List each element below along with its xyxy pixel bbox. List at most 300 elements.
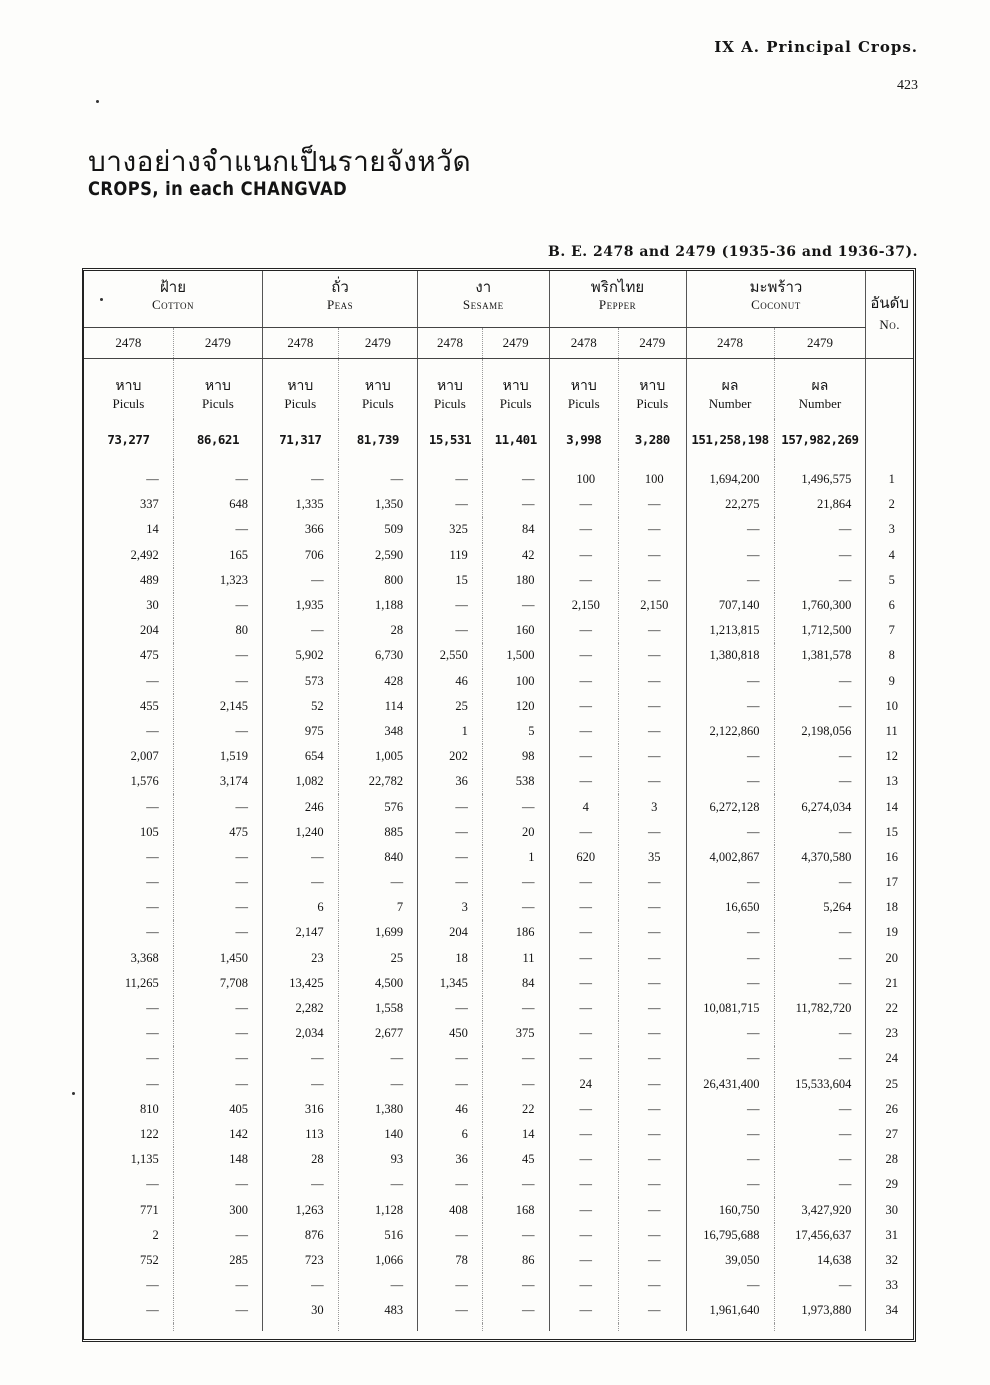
total-cell: 3,280 xyxy=(619,419,687,459)
table-cell: — xyxy=(619,492,687,517)
table-cell: — xyxy=(549,1097,619,1122)
table-cell: — xyxy=(84,996,173,1021)
row-number-cell: 7 xyxy=(888,623,895,638)
page-title-english: CROPS, in each CHANGVAD xyxy=(88,178,348,200)
table-cell: 84 xyxy=(482,971,549,996)
unit-thai: หาบ xyxy=(115,378,142,394)
table-cell: — xyxy=(774,1046,866,1071)
table-cell: — xyxy=(549,618,619,643)
group-header-pepper xyxy=(549,271,686,328)
table-cell: 202 xyxy=(418,744,483,769)
table-cell: — xyxy=(482,996,549,1021)
group-thai-label: งา xyxy=(475,278,492,296)
table-row xyxy=(84,1197,913,1222)
table-cell: 98 xyxy=(482,744,549,769)
table-cell: 300 xyxy=(173,1197,262,1222)
running-head: IX A. Principal Crops. xyxy=(714,38,918,56)
table-cell: — xyxy=(482,467,549,492)
table-cell: 375 xyxy=(482,1021,549,1046)
year-header: 2478 xyxy=(84,328,173,359)
table-cell: 1,576 xyxy=(84,769,173,794)
year-header: 2478 xyxy=(263,328,339,359)
scan-speck xyxy=(96,100,99,103)
unit-cell xyxy=(774,359,866,420)
table-cell: 186 xyxy=(482,920,549,945)
table-cell: 5,264 xyxy=(774,895,866,920)
table-cell: — xyxy=(549,543,619,568)
table-row xyxy=(84,543,913,568)
table-cell: 1,380,818 xyxy=(686,643,774,668)
table-cell: — xyxy=(619,744,687,769)
row-number-cell: 3 xyxy=(888,522,895,537)
row-number-cell: 32 xyxy=(885,1252,898,1267)
year-header: 2479 xyxy=(338,328,417,359)
table-cell: — xyxy=(84,870,173,895)
table-cell: — xyxy=(686,769,774,794)
row-number-cell: 2 xyxy=(888,497,895,512)
table-cell: 11 xyxy=(482,946,549,971)
table-cell: 1,323 xyxy=(173,568,262,593)
table-cell: 120 xyxy=(482,694,549,719)
table-cell: — xyxy=(263,568,339,593)
table-cell: — xyxy=(173,467,262,492)
table-cell: — xyxy=(549,719,619,744)
table-row xyxy=(84,1223,913,1248)
table-row xyxy=(84,618,913,643)
table-cell: — xyxy=(619,971,687,996)
table-cell: 706 xyxy=(263,543,339,568)
row-number-cell: 33 xyxy=(885,1278,898,1293)
table-cell: — xyxy=(338,1072,417,1097)
table-cell: — xyxy=(173,1172,262,1197)
row-number-cell: 12 xyxy=(885,749,898,764)
table-cell: 576 xyxy=(338,794,417,819)
page-title-thai: บางอย่างจำแนกเป็นรายจังหวัด xyxy=(88,145,472,178)
table-row xyxy=(84,769,913,794)
table-cell: — xyxy=(549,895,619,920)
row-number-cell: 15 xyxy=(885,824,898,839)
table-cell: 3 xyxy=(418,895,483,920)
table-cell: 1,345 xyxy=(418,971,483,996)
table-cell: — xyxy=(549,820,619,845)
table-cell: — xyxy=(686,517,774,542)
table-cell: — xyxy=(482,1172,549,1197)
table-cell: 840 xyxy=(338,845,417,870)
table-cell: — xyxy=(418,1172,483,1197)
table-row xyxy=(84,1097,913,1122)
table-cell: 1,380 xyxy=(338,1097,417,1122)
unit-cell-empty xyxy=(866,359,913,420)
table-cell: — xyxy=(84,920,173,945)
table-cell: — xyxy=(173,845,262,870)
table-cell: 475 xyxy=(173,820,262,845)
table-cell: 180 xyxy=(482,568,549,593)
table-cell: — xyxy=(84,669,173,694)
table-cell: — xyxy=(173,1298,262,1323)
table-cell: 2,147 xyxy=(263,920,339,945)
table-cell: — xyxy=(549,1197,619,1222)
table-cell: 6 xyxy=(418,1122,483,1147)
table-cell: 4,002,867 xyxy=(686,845,774,870)
table-row xyxy=(84,1021,913,1046)
table-cell: 36 xyxy=(418,769,483,794)
table-cell: 723 xyxy=(263,1248,339,1273)
table-cell: 2,150 xyxy=(619,593,687,618)
table-cell: 22 xyxy=(482,1097,549,1122)
table-cell: — xyxy=(418,820,483,845)
scan-speck xyxy=(100,298,103,301)
table-cell: — xyxy=(418,794,483,819)
table-cell: — xyxy=(84,1072,173,1097)
table-cell: — xyxy=(549,1298,619,1323)
unit-english: Number xyxy=(708,396,752,411)
table-cell: — xyxy=(173,1046,262,1071)
table-cell: 25 xyxy=(418,694,483,719)
row-number-cell: 16 xyxy=(885,849,898,864)
table-cell: — xyxy=(686,1021,774,1046)
unit-thai: หาบ xyxy=(502,378,529,394)
table-cell: 36 xyxy=(418,1147,483,1172)
row-number-cell: 17 xyxy=(885,875,898,890)
table-cell: 1,005 xyxy=(338,744,417,769)
unit-english: Piculs xyxy=(284,396,317,411)
unit-english: Piculs xyxy=(434,396,466,411)
row-number-cell: 34 xyxy=(885,1303,898,1318)
table-row xyxy=(84,694,913,719)
table-cell: — xyxy=(619,1147,687,1172)
table-cell: — xyxy=(549,996,619,1021)
table-cell: 114 xyxy=(338,694,417,719)
table-cell: — xyxy=(549,694,619,719)
table-cell: 3,174 xyxy=(173,769,262,794)
table-cell: 2 xyxy=(84,1223,173,1248)
table-cell: — xyxy=(686,1172,774,1197)
row-number-cell: 26 xyxy=(885,1101,898,1116)
crops-table-frame xyxy=(82,268,916,1342)
unit-cell xyxy=(173,359,262,420)
table-cell: 1,450 xyxy=(173,946,262,971)
unit-cell xyxy=(338,359,417,420)
table-row xyxy=(84,744,913,769)
table-cell: — xyxy=(418,1223,483,1248)
total-cell: 151,258,198 xyxy=(686,419,774,459)
table-cell: 22,782 xyxy=(338,769,417,794)
row-number-cell: 9 xyxy=(888,673,895,688)
group-thai-label: ฝ้าย xyxy=(160,278,187,296)
table-cell: — xyxy=(619,946,687,971)
table-cell: — xyxy=(263,870,339,895)
table-cell: 1,381,578 xyxy=(774,643,866,668)
table-cell: 15 xyxy=(418,568,483,593)
table-cell: 2,150 xyxy=(549,593,619,618)
table-row xyxy=(84,794,913,819)
unit-cell xyxy=(686,359,774,420)
table-cell: — xyxy=(482,1072,549,1097)
table-cell: 573 xyxy=(263,669,339,694)
table-cell: 204 xyxy=(418,920,483,945)
group-header-sesame xyxy=(418,271,549,328)
table-cell: 204 xyxy=(84,618,173,643)
table-cell: — xyxy=(619,694,687,719)
table-row xyxy=(84,1273,913,1298)
table-cell: 1,935 xyxy=(263,593,339,618)
table-cell: 22,275 xyxy=(686,492,774,517)
table-cell: — xyxy=(173,593,262,618)
table-cell: 100 xyxy=(549,467,619,492)
table-cell: — xyxy=(619,1248,687,1273)
total-cell: 3,998 xyxy=(549,419,619,459)
table-cell: 25 xyxy=(338,946,417,971)
table-cell: 30 xyxy=(263,1298,339,1323)
table-cell: 337 xyxy=(84,492,173,517)
table-cell: 122 xyxy=(84,1122,173,1147)
table-cell: — xyxy=(549,744,619,769)
table-row xyxy=(84,492,913,517)
table-cell: 1,699 xyxy=(338,920,417,945)
table-cell: — xyxy=(619,1046,687,1071)
table-cell: 2,282 xyxy=(263,996,339,1021)
table-cell: 16,795,688 xyxy=(686,1223,774,1248)
table-cell: — xyxy=(549,946,619,971)
group-english-label: Coconut xyxy=(751,297,801,312)
table-cell: — xyxy=(774,744,866,769)
table-cell: — xyxy=(263,618,339,643)
period-caption: B. E. 2478 and 2479 (1935-36 and 1936-37). xyxy=(547,244,918,260)
row-number-cell: 20 xyxy=(885,950,898,965)
row-number-cell: 25 xyxy=(885,1076,898,1091)
table-row xyxy=(84,568,913,593)
table-row xyxy=(84,719,913,744)
table-cell: — xyxy=(619,870,687,895)
table-cell: 348 xyxy=(338,719,417,744)
unit-thai: ผล xyxy=(721,378,739,394)
table-cell: 46 xyxy=(418,669,483,694)
table-cell: — xyxy=(774,1097,866,1122)
table-cell: — xyxy=(619,719,687,744)
table-cell: 119 xyxy=(418,543,483,568)
no-column-header xyxy=(866,271,913,359)
unit-thai: หาบ xyxy=(570,378,597,394)
table-cell: 885 xyxy=(338,820,417,845)
table-cell: — xyxy=(338,1046,417,1071)
unit-cell xyxy=(549,359,619,420)
year-header: 2479 xyxy=(619,328,687,359)
row-number-cell: 6 xyxy=(888,598,895,613)
table-cell: — xyxy=(774,946,866,971)
table-cell: — xyxy=(263,845,339,870)
table-cell: — xyxy=(418,492,483,517)
total-cell: 86,621 xyxy=(173,419,262,459)
table-cell: — xyxy=(173,1273,262,1298)
table-cell: 4,370,580 xyxy=(774,845,866,870)
table-cell: 46 xyxy=(418,1097,483,1122)
table-cell: — xyxy=(619,996,687,1021)
table-cell: 7 xyxy=(338,895,417,920)
row-number-cell: 8 xyxy=(888,648,895,663)
table-cell: 2,677 xyxy=(338,1021,417,1046)
year-header: 2479 xyxy=(482,328,549,359)
table-cell: — xyxy=(263,1046,339,1071)
row-number-cell: 31 xyxy=(885,1227,898,1242)
table-cell: — xyxy=(619,769,687,794)
table-row xyxy=(84,946,913,971)
table-row xyxy=(84,820,913,845)
table-cell: 52 xyxy=(263,694,339,719)
table-cell: — xyxy=(549,1172,619,1197)
table-cell: — xyxy=(482,870,549,895)
table-cell: — xyxy=(482,1298,549,1323)
table-cell: — xyxy=(774,543,866,568)
year-header: 2479 xyxy=(173,328,262,359)
group-english-label: Cotton xyxy=(152,297,195,312)
table-cell: 285 xyxy=(173,1248,262,1273)
table-cell: — xyxy=(482,895,549,920)
row-number-cell: 11 xyxy=(885,723,898,738)
table-cell: 21,864 xyxy=(774,492,866,517)
table-cell: — xyxy=(418,467,483,492)
table-cell: — xyxy=(549,769,619,794)
table-cell: — xyxy=(418,1273,483,1298)
row-number-cell: 24 xyxy=(885,1051,898,1066)
table-cell: 39,050 xyxy=(686,1248,774,1273)
table-cell: 325 xyxy=(418,517,483,542)
table-cell: 13,425 xyxy=(263,971,339,996)
table-cell: 30 xyxy=(84,593,173,618)
table-cell: — xyxy=(774,1021,866,1046)
table-cell: 78 xyxy=(418,1248,483,1273)
row-number-cell: 29 xyxy=(885,1177,898,1192)
total-row xyxy=(84,419,913,459)
table-cell: — xyxy=(686,1097,774,1122)
table-cell: 160 xyxy=(482,618,549,643)
table-cell: — xyxy=(549,1248,619,1273)
table-cell: — xyxy=(482,492,549,517)
table-cell: 93 xyxy=(338,1147,417,1172)
table-cell: 3 xyxy=(619,794,687,819)
table-cell: — xyxy=(774,920,866,945)
table-row xyxy=(84,870,913,895)
table-cell: — xyxy=(549,1046,619,1071)
table-row xyxy=(84,971,913,996)
table-cell: 6,274,034 xyxy=(774,794,866,819)
row-number-cell: 28 xyxy=(885,1152,898,1167)
table-row xyxy=(84,593,913,618)
table-cell: — xyxy=(84,1021,173,1046)
table-cell: — xyxy=(482,794,549,819)
table-row xyxy=(84,517,913,542)
table-cell: 17,456,637 xyxy=(774,1223,866,1248)
table-row xyxy=(84,920,913,945)
year-header: 2478 xyxy=(418,328,483,359)
table-cell: 483 xyxy=(338,1298,417,1323)
bottom-spacer-row xyxy=(84,1323,913,1331)
table-cell: 2,590 xyxy=(338,543,417,568)
table-row xyxy=(84,1122,913,1147)
table-cell: 23 xyxy=(263,946,339,971)
table-cell: 11,265 xyxy=(84,971,173,996)
table-cell: — xyxy=(774,1147,866,1172)
table-cell: — xyxy=(619,543,687,568)
table-row xyxy=(84,996,913,1021)
table-cell: — xyxy=(619,618,687,643)
table-cell: 168 xyxy=(482,1197,549,1222)
table-row xyxy=(84,1298,913,1323)
table-cell: 26,431,400 xyxy=(686,1072,774,1097)
table-cell: — xyxy=(418,996,483,1021)
group-english-label: Pepper xyxy=(598,297,637,312)
table-cell: 14 xyxy=(482,1122,549,1147)
table-cell: — xyxy=(418,870,483,895)
table-cell: 455 xyxy=(84,694,173,719)
table-cell: — xyxy=(173,870,262,895)
table-cell: — xyxy=(619,1298,687,1323)
table-cell: 707,140 xyxy=(686,593,774,618)
table-cell: — xyxy=(774,1273,866,1298)
unit-english: Piculs xyxy=(112,396,145,411)
table-cell: 408 xyxy=(418,1197,483,1222)
table-cell: — xyxy=(619,643,687,668)
table-row xyxy=(84,1147,913,1172)
table-cell: 475 xyxy=(84,643,173,668)
table-cell: 80 xyxy=(173,618,262,643)
table-cell: — xyxy=(418,1072,483,1097)
table-cell: — xyxy=(84,467,173,492)
table-cell: — xyxy=(686,870,774,895)
table-cell: 86 xyxy=(482,1248,549,1273)
unit-english: Number xyxy=(798,396,842,411)
table-cell: 3,368 xyxy=(84,946,173,971)
table-cell: — xyxy=(774,769,866,794)
table-cell: — xyxy=(482,1273,549,1298)
table-cell: 648 xyxy=(173,492,262,517)
table-cell: — xyxy=(338,870,417,895)
table-cell: 1,135 xyxy=(84,1147,173,1172)
table-cell: — xyxy=(549,870,619,895)
table-cell: — xyxy=(549,920,619,945)
table-cell: 1,240 xyxy=(263,820,339,845)
table-cell: 1,558 xyxy=(338,996,417,1021)
table-cell: 113 xyxy=(263,1122,339,1147)
unit-cell xyxy=(619,359,687,420)
table-cell: 20 xyxy=(482,820,549,845)
table-cell: 100 xyxy=(482,669,549,694)
table-cell: 2,550 xyxy=(418,643,483,668)
table-cell: — xyxy=(686,820,774,845)
table-cell: 489 xyxy=(84,568,173,593)
table-cell: — xyxy=(686,1046,774,1071)
table-cell: — xyxy=(549,517,619,542)
table-cell: 24 xyxy=(549,1072,619,1097)
table-cell: — xyxy=(619,568,687,593)
table-cell: 14 xyxy=(84,517,173,542)
table-cell: — xyxy=(774,820,866,845)
table-cell: 28 xyxy=(338,618,417,643)
table-cell: 3,427,920 xyxy=(774,1197,866,1222)
table-cell: — xyxy=(418,1298,483,1323)
unit-thai: หาบ xyxy=(287,378,314,394)
unit-cell xyxy=(263,359,339,420)
table-cell: 654 xyxy=(263,744,339,769)
group-thai-label: พริกไทย xyxy=(590,278,645,296)
table-cell: 509 xyxy=(338,517,417,542)
group-header-cotton xyxy=(84,271,263,328)
table-cell: — xyxy=(619,1097,687,1122)
total-cell-empty xyxy=(866,419,913,459)
table-cell: — xyxy=(686,1273,774,1298)
group-english-label: Sesame xyxy=(462,297,504,312)
table-cell: — xyxy=(173,1223,262,1248)
table-cell: 100 xyxy=(619,467,687,492)
